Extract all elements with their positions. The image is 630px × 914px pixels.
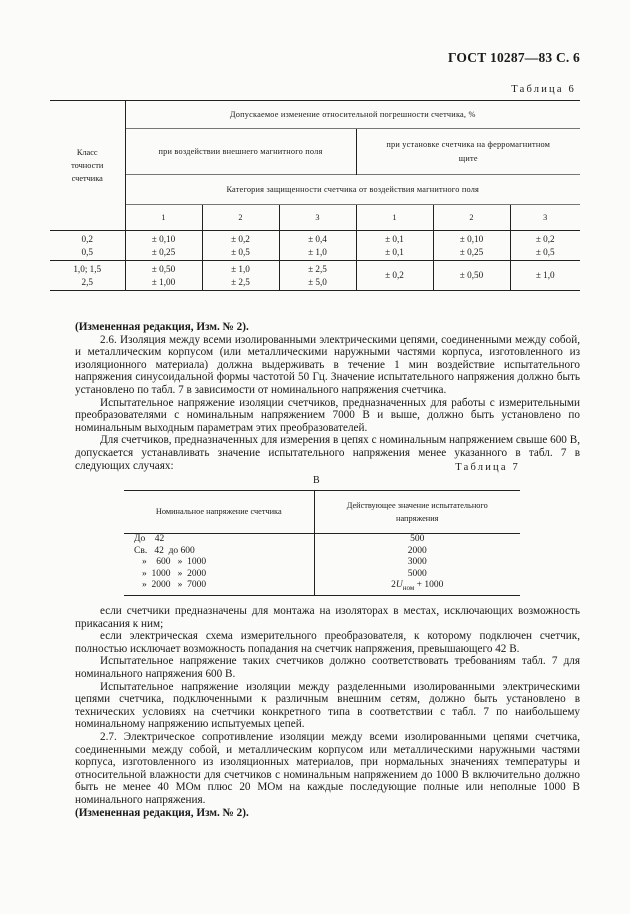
category-2b: 2 <box>433 205 510 231</box>
top-header: Допускаемое изменение относительной погрешности счетчика, % <box>125 101 580 129</box>
table7-nominal-column: До 42 Св. 42 до 600 » 600 » 1000 » 1000 » 2000 » 2000 » 7000 <box>124 534 314 596</box>
text-block-1 <box>75 321 580 472</box>
table7-unit: В <box>313 475 320 486</box>
paragraph-case-a: если счетчики предназначены для монтажа на изоляторах в местах, исключающих возможность прикасания к ним; <box>75 605 580 630</box>
paragraph-600v: Для счетчиков, предназначенных для измерения в цепях с номинальным напряжением свыше 600 В, допускается устанавливать значение испытательного напряжения менее указанного в табл. 7 в следующих случаях: <box>75 434 580 472</box>
paragraph-2-6: 2.6. Изоляция между всеми изолированными электрическими цепями, соединенными между собой, и металлическим корпусом (или металлическими наружными частями корпуса, изготовленного из изоляционного материала) должна выдерживать в течение 1 мин воздействие испытательного напряжения синусоидальной формы частотой 50 Гц. Значение испытательного напряжения должно быть установлено по табл. 7 в зависимости от номинального напряжения счетчика. <box>75 333 580 396</box>
page-header: ГОСТ 10287—83 С. 6 <box>447 50 580 65</box>
category-3b: 3 <box>510 205 580 231</box>
table7-caption: Таблица 7 <box>455 462 520 473</box>
table6-caption: Таблица 6 <box>511 84 576 95</box>
group1-header: при воздействии внешнего магнитного поля <box>125 129 356 175</box>
table6 <box>50 100 580 291</box>
amended-note-2: (Измененная редакция, Изм. № 2). <box>75 806 249 819</box>
category-header: Категория защищенности счетчика от воздействия магнитного поля <box>125 175 580 205</box>
table6-row-2: 1,0; 1,5 2,5 ± 0,50 ± 1,00 ± 1,0 ± 2,5 ± 2,5 ± 5,0 ± 0,2 ± 0,50 ± 1,0 <box>50 261 580 291</box>
amended-note-1: (Измененная редакция, Изм. № 2). <box>75 321 249 333</box>
paragraph-separate-circuits: Испытательное напряжение изоляции между разделенными изолированными электрическими цепями счетчика, подключенными к различным внешним сетям, должно быть установлено в технических условиях на счетчики конкретного типа в соответствии с табл. 7 по наибольшему номинальному напряжению испытуемых цепей. <box>75 680 580 731</box>
category-2: 2 <box>202 205 279 231</box>
text-block-2 <box>75 605 580 819</box>
table7 <box>124 490 520 596</box>
table7-col2-header: Действующее значение испытательного напряжения <box>314 491 520 534</box>
category-1b: 1 <box>356 205 433 231</box>
table7-test-column: 500 2000 3000 5000 $2U_{ном} + 1000$ <box>314 534 520 596</box>
paragraph-600v-test: Испытательное напряжение таких счетчиков должно соответствовать требованиям табл. 7 для номинального напряжения 600 В. <box>75 655 580 680</box>
category-3: 3 <box>279 205 356 231</box>
table7-col1-header: Номинальное напряжение счетчика <box>124 491 314 534</box>
paragraph-2-7: 2.7. Электрическое сопротивление изоляции между всеми изолированными цепями счетчика, соединенными между собой, и металлическим корпусом или металлическими наружными частями корпуса, изготовленного из изоляционных материалов, при нормальных значениях температуры и относительной влажности для счетчиков с номинальным напряжением до 1000 В включительно должно быть не менее 40 МОм плюс 20 МОм на каждые последующие полные или неполные 1000 В номинального напряжения. <box>75 730 580 806</box>
category-1: 1 <box>125 205 202 231</box>
class-header: Класс точности счетчика <box>50 101 125 231</box>
table6-row-1: 0,2 0,5 ± 0,10 ± 0,25 ± 0,2 ± 0,5 ± 0,4 ± 1,0 ± 0,1 ± 0,1 ± 0,10 ± 0,25 ± 0,2 ± 0,5 <box>50 231 580 261</box>
group2-header: при установке счетчика на ферромагнитном щите <box>356 129 580 175</box>
paragraph-case-b: если электрическая схема измерительного преобразователя, к которому подключен счетчик, полностью исключает возможность попадания на счетчик напряжения, превышающего 42 В. <box>75 630 580 655</box>
paragraph-converters: Испытательное напряжение изоляции счетчиков, предназначенных для работы с измерительными преобразователями с номинальным напряжением 7000 В и выше, должно быть установлено по номинальным выходным параметрам этих преобразователей. <box>75 396 580 434</box>
